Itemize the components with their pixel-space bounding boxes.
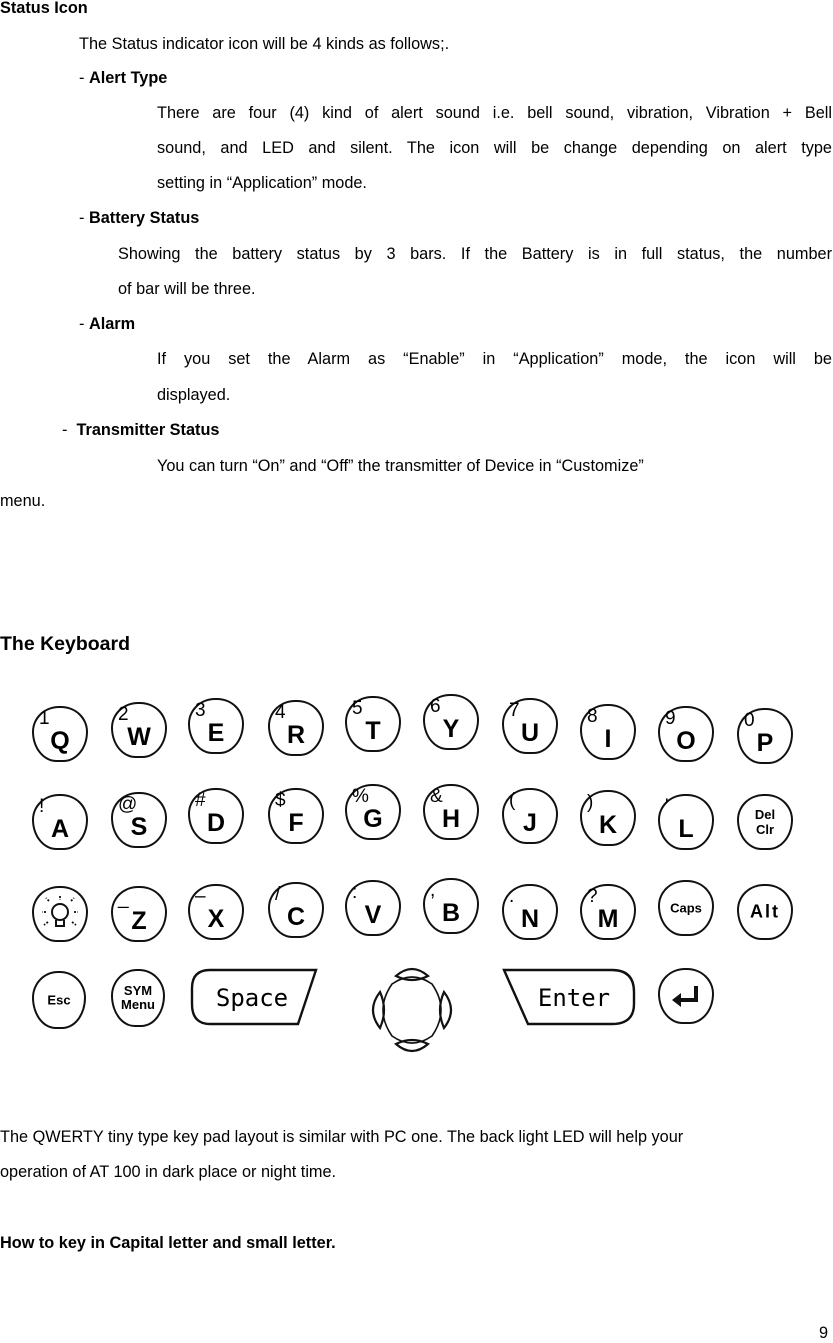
key-symbol: 6	[430, 696, 441, 717]
key-letter: A	[50, 815, 70, 843]
key-k[interactable]	[580, 790, 636, 846]
key-sym-menu[interactable]: SYM Menu	[111, 969, 165, 1027]
key-t[interactable]	[345, 696, 401, 752]
section-title-status-icon: Status Icon	[0, 0, 88, 17]
key-symbol: –	[195, 886, 206, 907]
key-y[interactable]	[423, 694, 479, 750]
key-enter[interactable]	[500, 966, 640, 1030]
key-letter: X	[207, 905, 225, 933]
key-symbol: '	[665, 796, 669, 817]
alert-type-line-1: There are four (4) kind of alert sound i.e. bell sound, vibration, Vibration + Bell	[157, 104, 832, 122]
key-symbol: .	[509, 886, 515, 907]
key-symbol: :	[352, 882, 358, 903]
key-i[interactable]	[580, 704, 636, 760]
key-g[interactable]	[345, 784, 401, 840]
key-symbol: 7	[509, 700, 520, 721]
section-title-capital-letters: How to key in Capital letter and small letter.	[0, 1234, 336, 1252]
key-letter: P	[756, 729, 774, 757]
key-letter: Y	[442, 715, 460, 743]
alarm-line-2: displayed.	[157, 386, 231, 404]
key-letter: V	[364, 901, 382, 929]
page-number: 9	[819, 1324, 829, 1342]
key-caps[interactable]	[658, 880, 714, 936]
key-letter: B	[441, 899, 461, 927]
key-symbol: (	[509, 790, 516, 811]
key-letter: E	[207, 719, 225, 747]
key-s[interactable]	[111, 792, 167, 848]
key-o[interactable]	[658, 706, 714, 762]
return-arrow-icon	[660, 970, 712, 1022]
key-letter: C	[286, 903, 306, 931]
key-j[interactable]	[502, 788, 558, 844]
alert-type-line-3: setting in “Application” mode.	[157, 174, 367, 192]
key-dpad[interactable]	[362, 962, 462, 1058]
key-letter: Q	[50, 727, 70, 755]
key-letter: R	[286, 721, 306, 749]
alarm-line-1: If you set the Alarm as “Enable” in “Application” mode, the icon will be	[157, 350, 832, 368]
key-letter: K	[598, 811, 618, 839]
key-esc[interactable]: Esc	[32, 971, 86, 1029]
battery-line-2: of bar will be three.	[118, 280, 256, 298]
alarm-item: - Alarm	[79, 315, 136, 333]
key-symbol: )	[587, 792, 594, 813]
key-symbol: ,	[430, 880, 436, 901]
key-c[interactable]	[268, 882, 324, 938]
key-symbol: 4	[275, 702, 286, 723]
alarm-title: Alarm	[88, 315, 136, 333]
key-letter: Z	[131, 907, 147, 935]
key-symbol: #	[195, 790, 206, 811]
key-x[interactable]	[188, 884, 244, 940]
key-enter-label: Enter	[537, 984, 611, 1012]
key-m[interactable]	[580, 884, 636, 940]
key-space-label: Space	[215, 984, 289, 1012]
key-letter: J	[523, 809, 537, 837]
transmitter-status-title: Transmitter Status	[76, 421, 220, 439]
key-letter: O	[676, 727, 696, 755]
keyboard-caption-line-2: operation of AT 100 in dark place or night time.	[0, 1163, 337, 1181]
key-letter: H	[441, 805, 461, 833]
key-letter: U	[520, 719, 540, 747]
key-symbol: %	[352, 786, 369, 807]
key-letter: I	[604, 725, 612, 753]
key-label: Del Clr	[754, 807, 776, 837]
transmitter-line-1: You can turn “On” and “Off” the transmitter of Device in “Customize”	[157, 457, 644, 475]
key-letter: S	[130, 813, 148, 841]
section-title-keyboard: The Keyboard	[0, 633, 131, 655]
key-letter: F	[288, 809, 304, 837]
battery-line-1: Showing the battery status by 3 bars. If the Battery is in full status, the number	[118, 245, 832, 263]
key-e[interactable]	[188, 698, 244, 754]
key-label: Alt	[750, 901, 780, 922]
key-p[interactable]	[737, 708, 793, 764]
key-l[interactable]	[658, 794, 714, 850]
key-symbol: 5	[352, 698, 363, 719]
key-backlight[interactable]	[32, 886, 88, 942]
key-letter: G	[363, 805, 383, 833]
key-alt[interactable]	[737, 884, 793, 940]
key-v[interactable]	[345, 880, 401, 936]
key-symbol: 8	[587, 706, 598, 727]
key-return[interactable]	[658, 968, 714, 1024]
key-letter: N	[520, 905, 540, 933]
key-h[interactable]	[423, 784, 479, 840]
keyboard-caption-line-1: The QWERTY tiny type key pad layout is similar with PC one. The back light LED will help your	[0, 1128, 684, 1146]
alert-type-title: Alert Type	[88, 69, 168, 87]
key-b[interactable]	[423, 878, 479, 934]
key-letter: M	[597, 905, 619, 933]
key-letter: L	[678, 815, 694, 843]
key-symbol: 0	[744, 710, 755, 731]
key-symbol: _	[118, 888, 129, 909]
key-letter: W	[127, 723, 151, 751]
key-symbol: $	[275, 790, 286, 811]
status-intro: The Status indicator icon will be 4 kinds as follows;.	[79, 35, 450, 53]
backlight-bulb-icon	[34, 888, 86, 940]
alert-type-line-2: sound, and LED and silent. The icon will be change depending on alert type	[157, 139, 832, 157]
key-symbol: @	[118, 794, 138, 815]
key-letter: D	[206, 809, 226, 837]
key-symbol: !	[39, 796, 45, 817]
key-symbol: 2	[118, 704, 129, 725]
key-symbol: &	[430, 786, 443, 807]
alert-type-item: - Alert Type	[79, 69, 168, 87]
battery-status-title: Battery Status	[88, 209, 200, 227]
transmitter-status-item: - Transmitter Status	[62, 421, 220, 439]
key-w[interactable]	[111, 702, 167, 758]
battery-status-item: - Battery Status	[79, 209, 200, 227]
key-symbol: ?	[587, 886, 598, 907]
key-r[interactable]	[268, 700, 324, 756]
key-a[interactable]	[32, 794, 88, 850]
key-u[interactable]	[502, 698, 558, 754]
key-symbol: /	[275, 884, 281, 905]
transmitter-line-2: menu.	[0, 492, 46, 510]
key-label: Caps	[670, 900, 702, 916]
key-z[interactable]	[111, 886, 167, 942]
key-n[interactable]	[502, 884, 558, 940]
key-letter: T	[365, 717, 381, 745]
key-symbol: 9	[665, 708, 676, 729]
key-f[interactable]	[268, 788, 324, 844]
key-del-clr[interactable]	[737, 794, 793, 850]
key-d[interactable]	[188, 788, 244, 844]
key-q[interactable]	[32, 706, 88, 762]
key-symbol: 1	[39, 708, 50, 729]
key-symbol: 3	[195, 700, 206, 721]
key-space[interactable]	[188, 966, 322, 1030]
keyboard-illustration	[0, 666, 833, 1106]
